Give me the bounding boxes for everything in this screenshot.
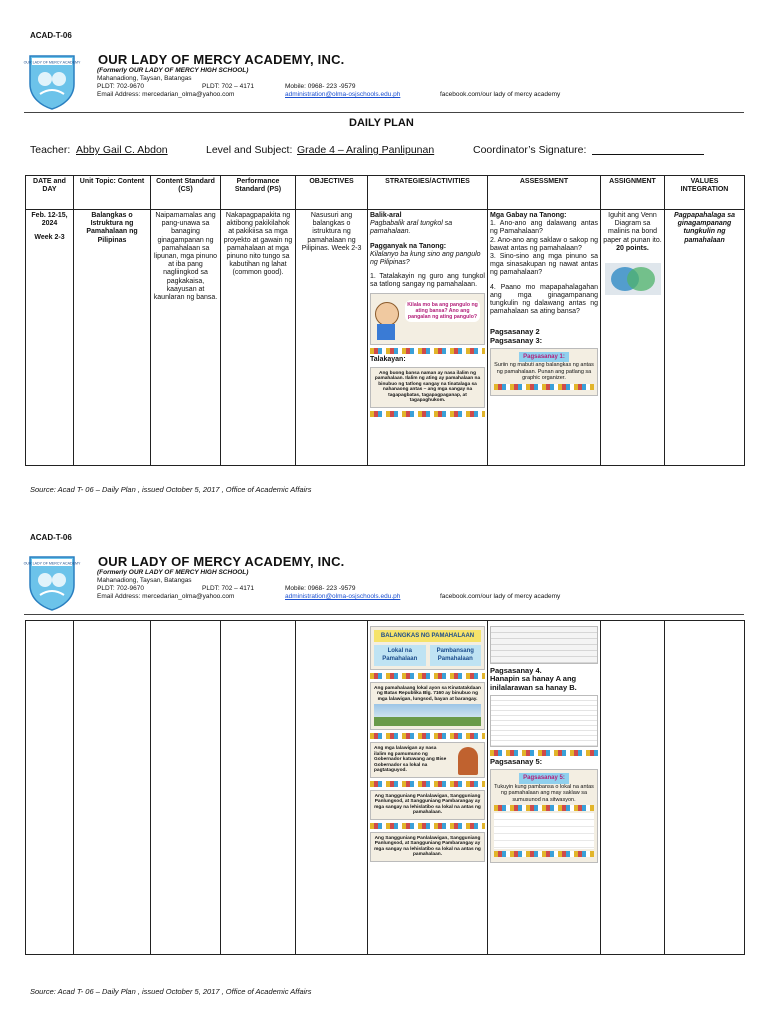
header-assessment: ASSESSMENT bbox=[488, 176, 601, 210]
pagsasanay-card-text: Suriin ng mabuti ang balangkas ng antas ng pamahalaan. Punan ang patlang sa graphic organizer. bbox=[494, 362, 594, 382]
gabay-label: Mga Gabay na Tanong: bbox=[490, 212, 567, 219]
dots-divider bbox=[370, 411, 485, 417]
organizer-image bbox=[490, 626, 598, 664]
dots-divider bbox=[490, 750, 598, 756]
pagsasanay-4-text: Hanapin sa hanay A ang inilalarawan sa hanay B. bbox=[490, 674, 577, 692]
school-email: Email Address: mercedarian_olma@yahoo.com bbox=[97, 91, 235, 98]
venn-diagram-image bbox=[605, 263, 661, 295]
empty-cell bbox=[74, 621, 151, 955]
school-pldt1: PLDT: 702-9670 bbox=[97, 83, 144, 90]
task1-text: 1. Tatalakayin ng guro ang tungkol sa tatlong sangay ng pamahalaan. bbox=[370, 273, 485, 289]
school-logo-2 bbox=[23, 555, 81, 611]
header-cs: Content Standard (CS) bbox=[151, 176, 221, 210]
school-pldt2-2: PLDT: 702 – 4171 bbox=[202, 585, 255, 592]
empty-cell bbox=[296, 621, 368, 955]
boy-face-icon bbox=[375, 302, 399, 326]
table-header-row bbox=[26, 176, 745, 210]
strategies-cell bbox=[368, 210, 488, 466]
header-ps: Performance Standard (PS) bbox=[221, 176, 296, 210]
school-name-2: OUR LADY OF MERCY ACADEMY, INC. bbox=[98, 554, 345, 569]
assessment-cell bbox=[488, 210, 601, 466]
balik-label: Balik-aral bbox=[370, 212, 402, 219]
question-2: 2. Ano-ano ang saklaw o sakop ng bawat antas ng pamahalaan? bbox=[490, 236, 598, 252]
sanggunian-card: Ang Sangguniang Panlalawigan, Sangguniang Panlungsod, at Sangguniang Pambarangay ay mga sangay na lehislatibo sa lokal na antas ng pamahalaan. bbox=[370, 790, 485, 820]
question-3: 3. Sino-sino ang mga pinuno sa mga sinasakupan ng nawat antas ng pamahalaan? bbox=[490, 253, 598, 277]
topic-cell: Balangkas o Istruktura ng Pamahalaan ng Pilipinas bbox=[74, 210, 151, 466]
pagsasanay-card bbox=[490, 348, 598, 396]
table-row bbox=[26, 210, 745, 466]
school-formerly-2: (Formerly OUR LADY OF MERCY HIGH SCHOOL) bbox=[97, 569, 249, 576]
empty-cell bbox=[601, 621, 665, 955]
teacher-label: Teacher: bbox=[30, 144, 71, 156]
page-title: DAILY PLAN bbox=[349, 117, 414, 129]
dots-divider bbox=[370, 673, 485, 679]
admin-email-link[interactable]: administration@olma-osjschools.edu.ph bbox=[285, 91, 401, 98]
dots-divider bbox=[494, 384, 594, 390]
school-pldt1-2: PLDT: 702-9670 bbox=[97, 585, 144, 592]
dots-divider bbox=[370, 823, 485, 829]
header-rule-2 bbox=[24, 614, 744, 615]
source-note-2: Source: Acad T- 06 – Daily Plan , issued October 5, 2017 , Office of Academic Affairs bbox=[30, 987, 312, 996]
president-image bbox=[370, 293, 485, 345]
pagganyak-text: Kilalanyo ba kung sino ang pangulo ng Pilipinas? bbox=[370, 250, 481, 267]
header-assignment: ASSIGNMENT bbox=[601, 176, 665, 210]
balik-text: Pagbabalik aral tungkol sa pamahalaan. bbox=[370, 220, 453, 236]
values-cell: Pagpapahalaga sa ginagampanang tungkulin ng pamahalaan bbox=[665, 210, 745, 466]
assignment-cell bbox=[601, 210, 665, 466]
empty-cell bbox=[26, 621, 74, 955]
admin-email-link-2[interactable]: administration@olma-osjschools.edu.ph bbox=[285, 593, 401, 600]
boy-body-icon bbox=[377, 324, 395, 340]
pagsasanay-4: Pagsasanay 4. bbox=[490, 666, 542, 675]
talakayan-label: Talakayan: bbox=[370, 355, 406, 363]
empty-cell bbox=[151, 621, 221, 955]
dots-divider bbox=[370, 733, 485, 739]
school-address-2: Mahanadiong, Taysan, Batangas bbox=[97, 577, 192, 584]
lokal-text: Ang pamahalaang lokal ayon sa Kinatatakdaan ng Batas Republika Blg. 7160 ay binubuo ng mga lalawigan, lungsod, bayan at barangay. bbox=[374, 685, 481, 702]
gobernador-text: Ang mga lalawigan ay nasa ilalim ng pamumuno ng Gobernador katuwang ang Bise Gobernador sa lokal na pagtataguyod. bbox=[374, 746, 447, 774]
empty-cell bbox=[665, 621, 745, 955]
svg-text:OUR LADY OF MERCY ACADEMY: OUR LADY OF MERCY ACADEMY bbox=[23, 561, 81, 566]
school-address: Mahanadiong, Taysan, Batangas bbox=[97, 75, 192, 82]
empty-cell bbox=[221, 621, 296, 955]
situation-list-image bbox=[494, 813, 594, 849]
date-value: Feb. 12-15, 2024 bbox=[31, 212, 68, 228]
header-date: DATE and DAY bbox=[26, 176, 74, 210]
dots-divider bbox=[370, 781, 485, 787]
objectives-cell: Nasusuri ang balangkas o istruktura ng pamahalaan ng Pilipinas. Week 2-3 bbox=[296, 210, 368, 466]
header-topic: Unit Topic: Content bbox=[74, 176, 151, 210]
cs-cell: Naipamamalas ang pang-unawa sa banaging ginagampanan ng pamahalaan sa lipunan, mga pinuno at iba pang nagliingkod sa pagkakaisa, kaayusan at kaunlaran ng bansa. bbox=[151, 210, 221, 466]
school-pldt2: PLDT: 702 – 4171 bbox=[202, 83, 255, 90]
talakayan-card: Ang buong bansa naman ay nasa ilalim ng pamahalaan. Ilalim ng ating ay pamahalaan na binubuo ng tatlong sangay na tinatalaga sa nahanaong antas – ang mga sangay na tagapagbatas, tagapagpaganap, at tagapaghukom. bbox=[370, 367, 485, 408]
official-figure-icon bbox=[458, 747, 478, 775]
assessment-cell-2 bbox=[488, 621, 601, 955]
school-formerly: (Formerly OUR LADY OF MERCY HIGH SCHOOL) bbox=[97, 67, 249, 74]
svg-text:OUR LADY OF MERCY ACADEMY: OUR LADY OF MERCY ACADEMY bbox=[23, 60, 81, 65]
school-email-2: Email Address: mercedarian_olma@yahoo.com bbox=[97, 593, 235, 600]
header-values: VALUES INTEGRATION bbox=[665, 176, 745, 210]
ps-cell: Nakapagpapakita ng aktibong pakikilahok at pakikiisa sa mga proyekto at gawain ng pamahalaan at mga pinuno nito tungo sa kabutihan ng lahat (common good). bbox=[221, 210, 296, 466]
pagsasanay-5-title: Pagsasanay 5: bbox=[519, 773, 569, 783]
school-logo bbox=[23, 54, 81, 110]
pagganyak-label: Pagganyak na Tanong: bbox=[370, 242, 447, 250]
dots-divider bbox=[370, 348, 485, 354]
gobernador-card bbox=[370, 742, 485, 778]
pagsasanay-card-title: Pagsasanay 1: bbox=[519, 352, 569, 362]
strategies-cell-2 bbox=[368, 621, 488, 955]
building-image bbox=[374, 704, 481, 726]
facebook-text: facebook.com/our lady of mercy academy bbox=[440, 91, 561, 98]
dots-divider bbox=[494, 851, 594, 857]
pagsasanay-2: Pagsasanay 2 bbox=[490, 327, 540, 337]
venn-circle-right bbox=[627, 267, 655, 291]
pagsasanay-5-card bbox=[490, 769, 598, 863]
lokal-label: Lokal na Pamahalaan bbox=[374, 645, 426, 665]
header-objectives: OBJECTIVES bbox=[296, 176, 368, 210]
level-value: Grade 4 – Araling Panlipunan bbox=[297, 144, 435, 156]
balangkas-card bbox=[370, 626, 485, 670]
question-4: 4. Paano mo mapapahalagahan ang mga ginagampanang tungkulin ng dalawang antas ng pamahalaan sa ating bansa? bbox=[490, 283, 598, 316]
assignment-points: 20 points. bbox=[616, 244, 649, 252]
level-label: Level and Subject: bbox=[206, 144, 293, 156]
coordinator-label: Coordinator’s Signature: bbox=[473, 144, 587, 156]
pambansa-label: Pambansang Pamahalaan bbox=[430, 645, 482, 665]
date-cell bbox=[26, 210, 74, 466]
speech-bubble: Kilala mo ba ang pangulo ng ating bansa? Ano ang pangalan ng ating pangulo? bbox=[405, 300, 480, 322]
plan-table bbox=[25, 175, 745, 466]
form-code-2: ACAD-T-06 bbox=[30, 533, 72, 542]
assignment-text: Iguhit ang Venn Diagram sa malinis na bond paper at punan ito. bbox=[603, 212, 662, 244]
sanggunian-card-2: Ang Sangguniang Panlalawigan, Sangguniang Panlungsod, at Sangguniang Pambarangay ay mga sangay na lehislatibo sa lokal na antas ng pamahalaan. bbox=[370, 832, 485, 862]
school-mobile-2: Mobile: 0968- 223 -9579 bbox=[285, 585, 356, 592]
plan-table-2 bbox=[25, 620, 745, 955]
pagsasanay-5-text: Tukuyin kung pambansa o lokal na antas ng pamahalaan ang may saklaw sa sumusunod na sitwasyon. bbox=[494, 783, 594, 803]
form-code: ACAD-T-06 bbox=[30, 31, 72, 40]
header-strategies: STRATEGIES/ACTIVITIES bbox=[368, 176, 488, 210]
pagsasanay-3: Pagsasanay 3: bbox=[490, 335, 543, 345]
question-1: 1. Ano-ano ang dalawang antas ng Pamahalaan? bbox=[490, 220, 598, 236]
lokal-card bbox=[370, 682, 485, 731]
source-note: Source: Acad T- 06 – Daily Plan , issued October 5, 2017 , Office of Academic Affairs bbox=[30, 485, 312, 494]
table-row bbox=[26, 621, 745, 955]
school-mobile: Mobile: 0968- 223 -9579 bbox=[285, 83, 356, 90]
week-value: Week 2-3 bbox=[34, 234, 65, 242]
facebook-text-2: facebook.com/our lady of mercy academy bbox=[440, 593, 561, 600]
header-rule bbox=[24, 112, 744, 113]
matching-table-image bbox=[490, 695, 598, 747]
balangkas-title: BALANGKAS NG PAMAHALAAN bbox=[374, 630, 481, 642]
coordinator-signature-line bbox=[592, 154, 704, 155]
dots-divider bbox=[494, 805, 594, 811]
teacher-value: Abby Gail C. Abdon bbox=[76, 144, 168, 156]
pagsasanay-5: Pagsasanay 5: bbox=[490, 757, 543, 767]
school-name: OUR LADY OF MERCY ACADEMY, INC. bbox=[98, 52, 345, 67]
